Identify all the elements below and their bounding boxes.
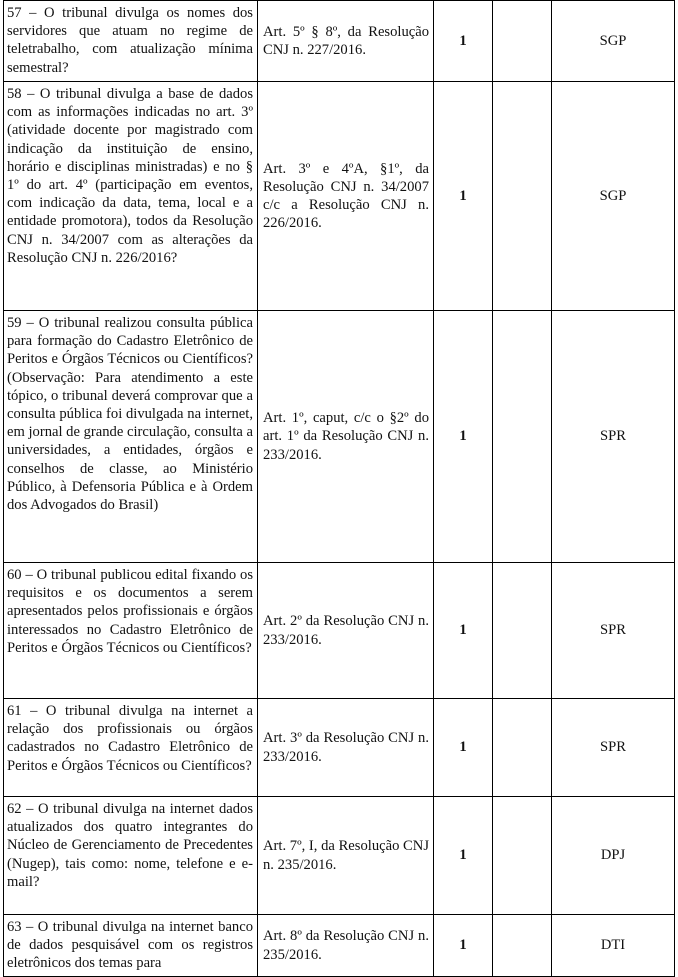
reference-cell: Art. 7º, I, da Resolução CNJ n. 235/2016. xyxy=(258,797,434,915)
unit-cell: DTI xyxy=(552,915,675,977)
empty-cell xyxy=(493,563,552,699)
question-cell: 58 – O tribunal divulga a base de dados com as informações indicadas no art. 3º (atividade docente por magistrado com indicação da instituição de ensino, horário e disciplinas ministradas) e no § 1º do art. 4º (participação em eventos, com indicação da data, tema, local e a entidade promotora), todos da Resolução CNJ n. 34/2007 com as alterações da Resolução CNJ n. 226/2016? xyxy=(4,82,258,311)
empty-cell xyxy=(493,82,552,311)
question-cell: 59 – O tribunal realizou consulta pública para formação do Cadastro Eletrônico de Peritos e Órgãos Técnicos ou Científicos? (Observação: Para atendimento a este tópico, o tribunal deverá comprovar que a consulta pública foi divulgada na internet, em jornal de grande circulação, consulta a universidades, a entidades, órgãos e conselhos de classe, ao Ministério Público, à Defensoria Pública e à Ordem dos Advogados do Brasil) xyxy=(4,311,258,563)
table-row xyxy=(4,1,675,82)
empty-cell xyxy=(493,1,552,82)
empty-cell xyxy=(493,797,552,915)
table-row xyxy=(4,797,675,915)
score-cell: 1 xyxy=(434,1,493,82)
table-row xyxy=(4,82,675,311)
empty-cell xyxy=(493,699,552,797)
reference-cell: Art. 5º § 8º, da Resolução CNJ n. 227/2016. xyxy=(258,1,434,82)
unit-cell: SPR xyxy=(552,699,675,797)
empty-cell xyxy=(493,915,552,977)
reference-cell: Art. 1º, caput, c/c o §2º do art. 1º da Resolução CNJ n. 233/2016. xyxy=(258,311,434,563)
reference-cell: Art. 3º e 4ºA, §1º, da Resolução CNJ n. 34/2007 c/c a Resolução CNJ n. 226/2016. xyxy=(258,82,434,311)
score-cell: 1 xyxy=(434,82,493,311)
score-cell: 1 xyxy=(434,563,493,699)
unit-cell: SPR xyxy=(552,311,675,563)
unit-cell: SGP xyxy=(552,1,675,82)
question-cell: 61 – O tribunal divulga na internet a relação dos profissionais ou órgãos cadastrados no Cadastro Eletrônico de Peritos e Órgãos Técnicos ou Científicos? xyxy=(4,699,258,797)
empty-cell xyxy=(493,311,552,563)
score-cell: 1 xyxy=(434,797,493,915)
table-row xyxy=(4,563,675,699)
table-row xyxy=(4,915,675,977)
reference-cell: Art. 2º da Resolução CNJ n. 233/2016. xyxy=(258,563,434,699)
question-cell: 60 – O tribunal publicou edital fixando os requisitos e os documentos a serem apresentados pelos profissionais e órgãos interessados no Cadastro Eletrônico de Peritos e Órgãos Técnicos ou Científicos? xyxy=(4,563,258,699)
score-cell: 1 xyxy=(434,915,493,977)
table-row xyxy=(4,699,675,797)
score-cell: 1 xyxy=(434,311,493,563)
score-cell: 1 xyxy=(434,699,493,797)
unit-cell: SGP xyxy=(552,82,675,311)
requirements-table xyxy=(3,0,675,977)
question-cell: 62 – O tribunal divulga na internet dados atualizados dos quatro integrantes do Núcleo de Gerenciamento de Precedentes (Nugep), tais como: nome, telefone e e-mail? xyxy=(4,797,258,915)
question-cell: 63 – O tribunal divulga na internet banco de dados pesquisável com os registros eletrônicos dos temas para xyxy=(4,915,258,977)
reference-cell: Art. 3º da Resolução CNJ n. 233/2016. xyxy=(258,699,434,797)
unit-cell: DPJ xyxy=(552,797,675,915)
question-cell: 57 – O tribunal divulga os nomes dos servidores que atuam no regime de teletrabalho, com atualização mínima semestral? xyxy=(4,1,258,82)
table-row xyxy=(4,311,675,563)
reference-cell: Art. 8º da Resolução CNJ n. 235/2016. xyxy=(258,915,434,977)
unit-cell: SPR xyxy=(552,563,675,699)
